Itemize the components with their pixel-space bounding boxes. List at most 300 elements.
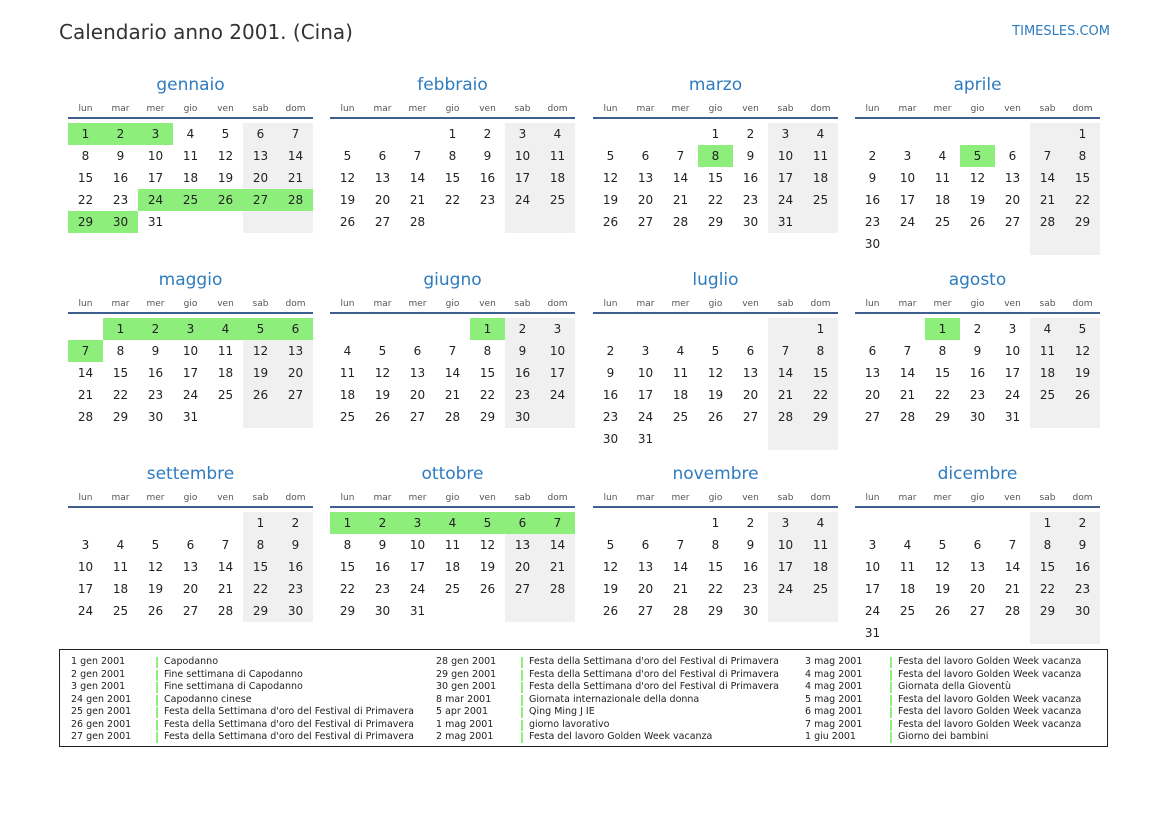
- weekday-label: lun: [865, 298, 880, 309]
- holiday-marker: [156, 657, 158, 668]
- holiday-day-cell: 1: [68, 123, 103, 145]
- month-name: novembre: [672, 464, 759, 484]
- day-cell: 21: [540, 556, 575, 578]
- weekday-label: dom: [1072, 103, 1093, 114]
- day-cell: 14: [899, 366, 916, 380]
- day-cell: 19: [934, 582, 951, 596]
- day-cell: 26: [602, 215, 619, 229]
- legend-row: [71, 669, 414, 682]
- day-cell: 20: [374, 193, 391, 207]
- empty-day-cell: [960, 123, 995, 145]
- day-cell: 23: [374, 582, 391, 596]
- holiday-marker: [156, 732, 158, 743]
- weekday-label: ven: [742, 298, 759, 309]
- weekday-header: [855, 100, 1100, 119]
- month-aprile: [855, 74, 1100, 255]
- day-cell: 28: [899, 410, 916, 424]
- month-agosto: [855, 269, 1100, 428]
- weekday-label: mar: [111, 492, 130, 503]
- holiday-day-cell: 1: [925, 318, 960, 340]
- day-cell: 24: [409, 582, 426, 596]
- weekday-label: mer: [408, 298, 427, 309]
- legend-row: [436, 706, 779, 719]
- empty-day-cell: [925, 233, 960, 255]
- day-cell: 13: [864, 366, 881, 380]
- holiday-marker: [156, 670, 158, 681]
- day-cell: 23: [147, 388, 164, 402]
- weekday-label: sab: [777, 103, 794, 114]
- holiday-name: Festa del lavoro Golden Week vacanza: [898, 668, 1082, 680]
- day-cell: 6: [1008, 149, 1017, 163]
- day-cell: 7: [413, 149, 422, 163]
- legend-column-1: [71, 656, 414, 744]
- day-cell: 21: [672, 193, 689, 207]
- month-name: gennaio: [156, 75, 225, 95]
- day-cell: 28: [672, 604, 689, 618]
- holiday-marker: [521, 670, 523, 681]
- day-cell: 8: [243, 534, 278, 556]
- day-cell: 4: [540, 123, 575, 145]
- day-cell: 3: [768, 123, 803, 145]
- holiday-marker: [890, 670, 892, 681]
- holiday-date: 3 mag 2001: [805, 656, 863, 667]
- day-cell: 22: [339, 582, 356, 596]
- weekday-header: [330, 489, 575, 508]
- day-cell: 14: [1004, 560, 1021, 574]
- day-cell: 11: [217, 344, 234, 358]
- weekday-label: gio: [183, 298, 198, 309]
- day-cell: 17: [899, 193, 916, 207]
- empty-day-cell: [768, 600, 803, 622]
- empty-day-cell: [995, 512, 1030, 534]
- weekday-header: [593, 295, 838, 314]
- holiday-day-cell: 25: [173, 189, 208, 211]
- day-cell: 9: [151, 344, 160, 358]
- day-cell: 12: [217, 149, 234, 163]
- day-cell: 6: [641, 149, 650, 163]
- day-cell: 13: [409, 366, 426, 380]
- day-cell: 13: [969, 560, 986, 574]
- empty-day-cell: [890, 233, 925, 255]
- month-gennaio: [68, 74, 313, 233]
- day-cell: 28: [409, 215, 426, 229]
- weekday-label: sab: [514, 492, 531, 503]
- weekday-label: lun: [603, 492, 618, 503]
- day-cell: 22: [479, 388, 496, 402]
- day-cell: 11: [1030, 340, 1065, 362]
- weekday-label: lun: [340, 103, 355, 114]
- holiday-marker: [156, 720, 158, 731]
- holiday-name: Festa del lavoro Golden Week vacanza: [898, 706, 1082, 717]
- legend-column-2: [436, 656, 779, 744]
- day-cell: 12: [479, 538, 496, 552]
- weekday-label: dom: [810, 492, 831, 503]
- day-cell: 24: [1004, 388, 1021, 402]
- day-cell: 6: [413, 344, 422, 358]
- days-grid: [330, 123, 575, 233]
- empty-day-cell: [593, 512, 628, 534]
- weekday-label: sab: [777, 492, 794, 503]
- holiday-marker: [890, 695, 892, 706]
- weekday-label: ven: [742, 492, 759, 503]
- day-cell: 31: [1004, 410, 1021, 424]
- day-cell: 18: [112, 582, 129, 596]
- day-cell: 2: [278, 512, 313, 534]
- month-name: marzo: [688, 75, 743, 95]
- empty-day-cell: [400, 318, 435, 340]
- day-cell: 4: [938, 149, 947, 163]
- legend-row: [436, 731, 779, 744]
- legend-row: [436, 719, 779, 732]
- empty-day-cell: [470, 600, 505, 622]
- day-cell: 25: [803, 189, 838, 211]
- day-cell: 9: [378, 538, 387, 552]
- day-cell: 9: [868, 171, 877, 185]
- empty-day-cell: [435, 211, 470, 233]
- day-cell: 22: [1065, 189, 1100, 211]
- holiday-date: 7 mag 2001: [805, 718, 863, 730]
- holiday-date: 8 mar 2001: [436, 693, 492, 705]
- day-cell: 8: [803, 340, 838, 362]
- empty-day-cell: [278, 211, 313, 233]
- holiday-marker: [890, 657, 892, 668]
- day-cell: 10: [505, 145, 540, 167]
- holiday-day-cell: 6: [278, 318, 313, 340]
- holiday-date: 4 mag 2001: [805, 668, 863, 680]
- weekday-label: mer: [671, 492, 690, 503]
- day-cell: 17: [147, 171, 164, 185]
- empty-day-cell: [663, 318, 698, 340]
- empty-day-cell: [208, 512, 243, 534]
- legend-row: [805, 669, 1081, 682]
- empty-day-cell: [733, 428, 768, 450]
- day-cell: 4: [343, 344, 352, 358]
- day-cell: 26: [243, 384, 278, 406]
- day-cell: 18: [934, 193, 951, 207]
- empty-day-cell: [68, 318, 103, 340]
- weekday-label: mer: [146, 298, 165, 309]
- day-cell: 29: [707, 215, 724, 229]
- day-cell: 13: [637, 560, 654, 574]
- day-cell: 24: [182, 388, 199, 402]
- weekday-label: mar: [636, 103, 655, 114]
- month-name: maggio: [158, 270, 223, 290]
- day-cell: 5: [343, 149, 352, 163]
- day-cell: 4: [676, 344, 685, 358]
- weekday-label: lun: [78, 103, 93, 114]
- empty-day-cell: [960, 622, 995, 644]
- weekday-label: gio: [445, 298, 460, 309]
- day-cell: 25: [803, 578, 838, 600]
- holiday-day-cell: 2: [138, 318, 173, 340]
- day-cell: 8: [711, 538, 720, 552]
- day-cell: 8: [343, 538, 352, 552]
- holiday-day-cell: 1: [470, 318, 505, 340]
- day-cell: 30: [742, 604, 759, 618]
- day-cell: 13: [182, 560, 199, 574]
- day-cell: 30: [374, 604, 391, 618]
- weekday-label: dom: [810, 298, 831, 309]
- empty-day-cell: [68, 512, 103, 534]
- day-cell: 25: [540, 189, 575, 211]
- holiday-day-cell: 5: [243, 318, 278, 340]
- day-cell: 23: [742, 193, 759, 207]
- day-cell: 22: [803, 384, 838, 406]
- day-cell: 6: [378, 149, 387, 163]
- empty-day-cell: [243, 406, 278, 428]
- day-cell: 24: [637, 410, 654, 424]
- holiday-marker: [890, 682, 892, 693]
- weekday-label: gio: [183, 103, 198, 114]
- days-grid: [68, 318, 313, 428]
- weekday-header: [593, 489, 838, 508]
- day-cell: 27: [637, 215, 654, 229]
- day-cell: 3: [768, 512, 803, 534]
- empty-day-cell: [540, 600, 575, 622]
- day-cell: 9: [278, 534, 313, 556]
- day-cell: 29: [339, 604, 356, 618]
- empty-day-cell: [803, 600, 838, 622]
- holiday-name: Festa del lavoro Golden Week vacanza: [898, 718, 1082, 730]
- empty-day-cell: [505, 211, 540, 233]
- day-cell: 19: [479, 560, 496, 574]
- weekday-label: sab: [252, 298, 269, 309]
- empty-day-cell: [1065, 233, 1100, 255]
- weekday-label: sab: [1039, 103, 1056, 114]
- holiday-date: 25 gen 2001: [71, 706, 132, 717]
- day-cell: 18: [540, 167, 575, 189]
- day-cell: 3: [505, 123, 540, 145]
- day-cell: 19: [1065, 362, 1100, 384]
- weekday-label: mar: [373, 298, 392, 309]
- weekday-label: mar: [111, 103, 130, 114]
- day-cell: 1: [243, 512, 278, 534]
- day-cell: 23: [112, 193, 129, 207]
- day-cell: 27: [278, 384, 313, 406]
- holiday-day-cell: 5: [470, 512, 505, 534]
- day-cell: 8: [1030, 534, 1065, 556]
- day-cell: 11: [339, 366, 356, 380]
- day-cell: 26: [602, 604, 619, 618]
- weekday-label: lun: [78, 298, 93, 309]
- legend-row: [805, 656, 1081, 669]
- empty-day-cell: [540, 211, 575, 233]
- empty-day-cell: [995, 622, 1030, 644]
- day-cell: 17: [505, 167, 540, 189]
- holiday-date: 2 gen 2001: [71, 668, 126, 680]
- day-cell: 8: [1065, 145, 1100, 167]
- empty-day-cell: [435, 318, 470, 340]
- day-cell: 21: [768, 384, 803, 406]
- empty-day-cell: [278, 406, 313, 428]
- day-cell: 15: [803, 362, 838, 384]
- holiday-name: Festa del lavoro Golden Week vacanza: [898, 656, 1082, 667]
- holiday-marker: [521, 720, 523, 731]
- day-cell: 29: [1065, 211, 1100, 233]
- legend-row: [71, 681, 414, 694]
- month-maggio: [68, 269, 313, 428]
- day-cell: 29: [112, 410, 129, 424]
- month-novembre: [593, 463, 838, 622]
- day-cell: 31: [147, 215, 164, 229]
- holiday-marker: [156, 682, 158, 693]
- holiday-day-cell: 1: [103, 318, 138, 340]
- day-cell: 20: [864, 388, 881, 402]
- day-cell: 13: [243, 145, 278, 167]
- day-cell: 4: [116, 538, 125, 552]
- day-cell: 19: [602, 582, 619, 596]
- site-link[interactable]: TIMESLES.COM: [1012, 24, 1110, 39]
- day-cell: 2: [505, 318, 540, 340]
- month-ottobre: [330, 463, 575, 622]
- day-cell: 7: [903, 344, 912, 358]
- month-dicembre: [855, 463, 1100, 644]
- empty-day-cell: [593, 123, 628, 145]
- empty-day-cell: [365, 123, 400, 145]
- day-cell: 20: [182, 582, 199, 596]
- day-cell: 22: [444, 193, 461, 207]
- day-cell: 15: [444, 171, 461, 185]
- day-cell: 26: [374, 410, 391, 424]
- day-cell: 12: [1065, 340, 1100, 362]
- day-cell: 25: [672, 410, 689, 424]
- day-cell: 16: [278, 556, 313, 578]
- weekday-label: lun: [865, 492, 880, 503]
- day-cell: 20: [637, 193, 654, 207]
- day-cell: 17: [182, 366, 199, 380]
- holiday-marker: [890, 720, 892, 731]
- day-cell: 2: [1065, 512, 1100, 534]
- day-cell: 8: [938, 344, 947, 358]
- day-cell: 20: [243, 167, 278, 189]
- day-cell: 5: [221, 127, 230, 141]
- day-cell: 22: [77, 193, 94, 207]
- weekday-header: [68, 100, 313, 119]
- day-cell: 28: [1004, 604, 1021, 618]
- day-cell: 21: [77, 388, 94, 402]
- day-cell: 27: [1004, 215, 1021, 229]
- holiday-day-cell: 4: [435, 512, 470, 534]
- weekday-label: mar: [373, 103, 392, 114]
- day-cell: 9: [505, 340, 540, 362]
- holiday-name: Qing Ming J IE: [529, 706, 595, 717]
- legend-row: [805, 681, 1081, 694]
- day-cell: 30: [505, 406, 540, 428]
- day-cell: 23: [864, 215, 881, 229]
- holiday-name: Festa della Settimana d'oro del Festival di Primavera: [529, 681, 779, 692]
- day-cell: 2: [606, 344, 615, 358]
- empty-day-cell: [803, 428, 838, 450]
- day-cell: 24: [768, 578, 803, 600]
- day-cell: 5: [711, 344, 720, 358]
- day-cell: 13: [1004, 171, 1021, 185]
- day-cell: 1: [711, 127, 720, 141]
- weekday-label: mar: [111, 298, 130, 309]
- weekday-header: [855, 295, 1100, 314]
- legend-row: [436, 656, 779, 669]
- day-cell: 6: [746, 344, 755, 358]
- day-cell: 7: [768, 340, 803, 362]
- month-name: febbraio: [417, 75, 488, 95]
- day-cell: 13: [742, 366, 759, 380]
- day-cell: 4: [903, 538, 912, 552]
- days-grid: [330, 512, 575, 622]
- weekday-label: dom: [285, 492, 306, 503]
- weekday-label: mer: [933, 298, 952, 309]
- empty-day-cell: [1065, 622, 1100, 644]
- day-cell: 18: [672, 388, 689, 402]
- day-cell: 8: [116, 344, 125, 358]
- day-cell: 7: [448, 344, 457, 358]
- legend-row: [805, 719, 1081, 732]
- weekday-label: mar: [636, 492, 655, 503]
- day-cell: 21: [672, 582, 689, 596]
- day-cell: 9: [483, 149, 492, 163]
- holiday-day-cell: 1: [330, 512, 365, 534]
- day-cell: 14: [672, 171, 689, 185]
- day-cell: 16: [479, 171, 496, 185]
- weekday-label: mar: [898, 103, 917, 114]
- day-cell: 31: [864, 626, 881, 640]
- weekday-label: sab: [1039, 492, 1056, 503]
- day-cell: 7: [278, 123, 313, 145]
- day-cell: 13: [505, 534, 540, 556]
- day-cell: 10: [147, 149, 164, 163]
- days-grid: [855, 318, 1100, 428]
- day-cell: 29: [479, 410, 496, 424]
- weekday-label: sab: [1039, 298, 1056, 309]
- day-cell: 19: [969, 193, 986, 207]
- day-cell: 6: [243, 123, 278, 145]
- empty-day-cell: [330, 123, 365, 145]
- day-cell: 4: [803, 123, 838, 145]
- legend-column-3: [805, 656, 1081, 744]
- holiday-date: 5 apr 2001: [436, 706, 489, 717]
- day-cell: 29: [803, 406, 838, 428]
- month-name: aprile: [953, 75, 1002, 95]
- empty-day-cell: [855, 123, 890, 145]
- empty-day-cell: [540, 406, 575, 428]
- day-cell: 11: [803, 145, 838, 167]
- day-cell: 18: [1030, 362, 1065, 384]
- day-cell: 12: [374, 366, 391, 380]
- weekday-label: ven: [742, 103, 759, 114]
- day-cell: 16: [742, 171, 759, 185]
- holiday-date: 29 gen 2001: [436, 668, 497, 680]
- empty-day-cell: [628, 512, 663, 534]
- empty-day-cell: [663, 123, 698, 145]
- day-cell: 10: [768, 534, 803, 556]
- day-cell: 20: [969, 582, 986, 596]
- day-cell: 20: [742, 388, 759, 402]
- weekday-label: dom: [285, 103, 306, 114]
- day-cell: 30: [278, 600, 313, 622]
- day-cell: 28: [540, 578, 575, 600]
- weekday-label: dom: [810, 103, 831, 114]
- weekday-label: dom: [547, 103, 568, 114]
- day-cell: 24: [864, 604, 881, 618]
- day-cell: 5: [606, 538, 615, 552]
- weekday-label: mer: [408, 492, 427, 503]
- holiday-marker: [156, 707, 158, 718]
- day-cell: 10: [864, 560, 881, 574]
- day-cell: 26: [1065, 384, 1100, 406]
- day-cell: 22: [243, 578, 278, 600]
- holiday-date: 24 gen 2001: [71, 693, 132, 705]
- day-cell: 23: [278, 578, 313, 600]
- empty-day-cell: [208, 406, 243, 428]
- holiday-date: 28 gen 2001: [436, 656, 497, 667]
